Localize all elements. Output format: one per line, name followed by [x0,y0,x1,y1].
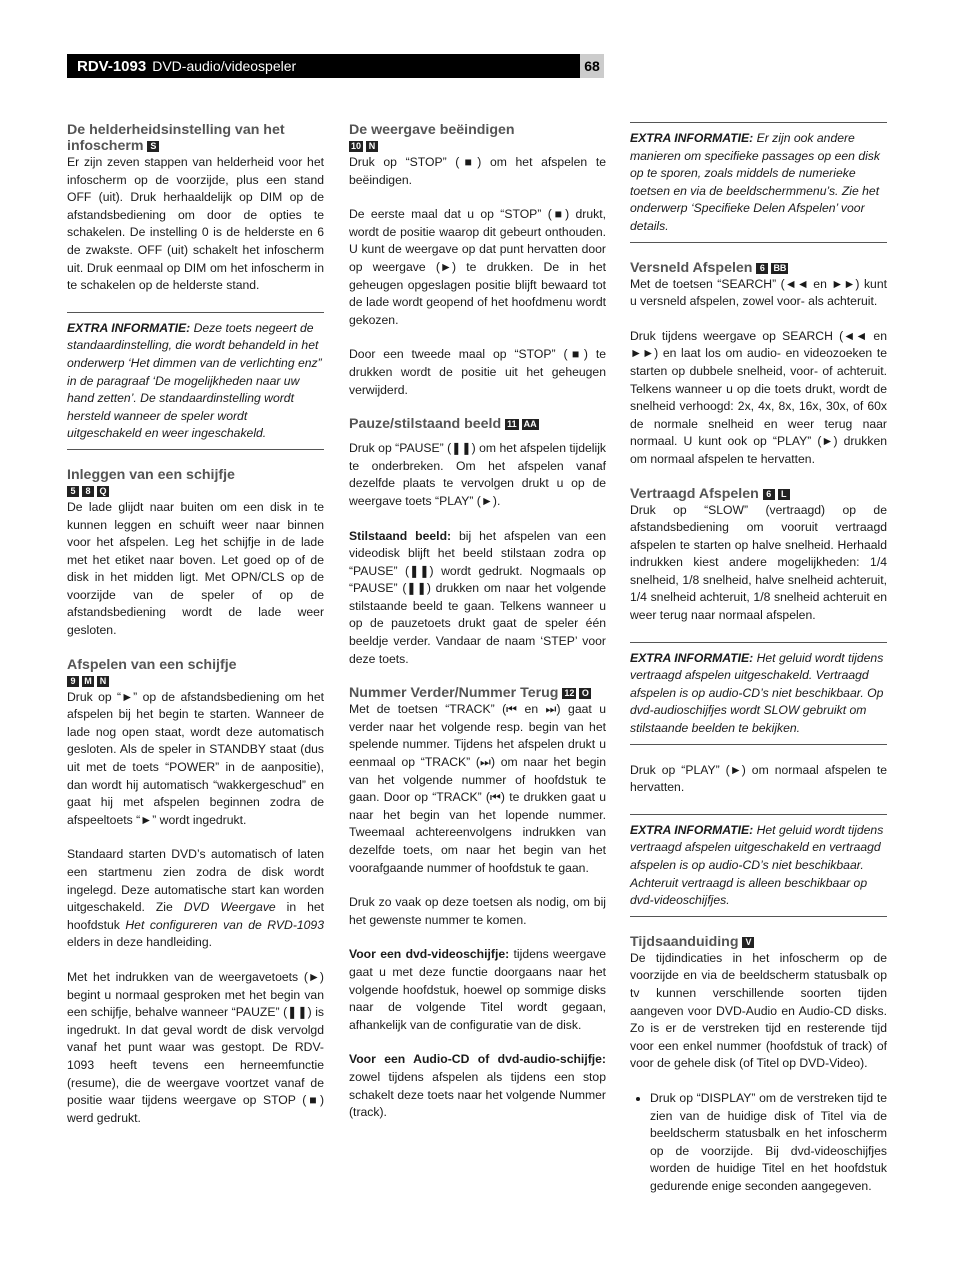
paragraph: Met de toetsen “TRACK” (⏮ en ⏭) gaat u verder naar het volgende resp. begin van het spelende nummer. Tijdens het afspelen drukt u eenmaal op “TRACK” (⏭) om naar het begin van het volgende nummer of hoofdstuk te gaan. Door op “TRACK” (⏮) te drukken gaat u naar het begin van het lopende nummer. Tweemaal achtereenvolgens indrukken van dezelfde toets, om naar het begin van het voorafgaande nummer of hoofdstuk te gaan. [349,702,606,875]
button-code-badge: AA [523,419,537,430]
button-badges [67,483,112,499]
button-code-badge: 6 [763,489,775,500]
page-number: 68 [580,54,604,78]
paragraph: Druk op “PLAY” (►) om normaal afspelen te hervatten. [630,762,887,795]
section-title: Versneld Afspelen 6 BB [630,260,887,276]
button-code-badge: 8 [82,486,94,497]
button-code-badge: 11 [507,419,517,430]
list-item: • Druk op “DISPLAY” om de verstreken tijd te zien van de huidige disk of Titel via de beeldscherm statusbalk en het infoscherm op de voorzijde. Bij dvd-videoschijfjes worden de huidige Titel en het hoofdstuk gedurende enige seconden aangegeven. [650,1090,887,1196]
paragraph: De eerste maal dat u op “STOP” (■) drukt, wordt de positie waarop dit gebeurt onthouden. U kunt de weergave op dat punt hervatten door op weergave (►) te drukken. De in het geheugen opgeslagen positie blijft bewaard tot de lade wordt geopend of het hoofdmenu wordt gekozen. [349,207,606,327]
button-badges [562,685,594,701]
button-code-badge: S [147,141,159,152]
paragraph: Druk op “SLOW” (vertraagd) op de afstandsbediening om vooruit vertraagd afspelen te starten op halve snelheid. Herhaald indrukken kiest andere mogelijkheden: 1/4 snelheid, 1/8 snelheid, halve snelheid achteruit, 1/4 snelheid achteruit, 1/8 snelheid achteruit en weer terug naar normaal afspelen. [630,502,887,623]
button-badges [147,138,162,154]
extra-info-note: EXTRA INFORMATIE: Deze toets negeert de standaardinstelling, die wordt behandeld in het onderwerp ‘Het dimmen van de verlichting enz” in de paragraaf ‘De mogelijkheden naar uw hand zetten’. De standaardinstelling wordt hersteld wanneer de speler wordt uitgeschakeld en weer ingeschakeld. [67,312,324,450]
paragraph: De lade glijdt naar buiten om een disk in te kunnen leggen en schuift weer naar binnen voor het afspelen. Leg het schijfje in de lade met het etiket naar boven. Let goed op of de disk in het midden ligt. Met OPN/CLS op de voorzijde van de speler of op de afstandsbediening wordt de lade weer gesloten. [67,499,324,638]
page-header [67,54,580,78]
button-code-badge: Q [97,486,109,497]
paragraph: Met het indrukken van de weergavetoets (►) begint u normaal gesproken met het begin van een schijfje, behalve wanneer “PAUZE” (❚❚) is ingedrukt. In dat geval wordt de disk vervolgd vanaf het punt waar was gestopt. De RDV-1093 heeft tevens een herneemfunctie (resume), die de weergave voortzet vanaf de positie waar tijdens weergave op STOP (■) werd gedrukt. [67,969,324,1125]
button-badges [349,138,381,154]
section-title: Vertraagd Afspelen 6 L [630,486,887,502]
paragraph: Druk op “PAUSE” (❚❚) om het afspelen tijdelijk te onderbreken. Om het afspelen vanaf dezelfde plaats te vervolgen drukt u op de weergave toets “PLAY” (►). [349,441,606,508]
button-code-badge: N [366,141,378,152]
column-3 [630,122,887,1196]
extra-info-note: EXTRA INFORMATIE: Er zijn ook andere manieren om specifieke passages op een disk op te sporen, zoals middels de numerieke toetsen en via de beeldschermmenu’s. Zie het onderwerp ‘Specifieke Delen Afspelen’ voor details. [630,122,887,243]
button-code-badge: O [579,688,591,699]
section-title: Inleggen van een schijfje 5 8 Q [67,467,324,499]
button-code-badge: N [97,676,109,687]
paragraph: Er zijn zeven stappen van helderheid voor het infoscherm op de voorzijde, plus een stand OFF (uit). Druk herhaaldelijk op DIM op de afstandsbediening om door de opties te schakelen. De instelling 0 is de helderste en 6 de zwakste. OFF (uit) schakelt het infoscherm uit. Druk eenmaal op DIM om het infoscherm in te schakelen op de helderste stand. [67,155,324,293]
button-code-badge: BB [773,262,787,273]
section-title: Nummer Verder/Nummer Terug 12 O [349,685,606,701]
button-code-badge: M [82,676,94,687]
button-code-badge: 9 [67,676,79,687]
paragraph: Met de toetsen “SEARCH” (◄◄ en ►►) kunt u versneld afspelen, zowel voor- als achteruit. [630,276,887,309]
bullet-list [630,1090,887,1196]
button-badges [742,934,757,950]
paragraph: Door een tweede maal op “STOP” (■) te drukken wordt de positie uit het geheugen verwijderd. [349,347,606,397]
column-1 [67,122,324,1127]
paragraph: Stilstaand beeld: bij het afspelen van een videodisk blijft het beeld stilstaan zodra op “PAUSE” (❚❚) wordt gedrukt. Nogmaals op “PAUSE” (❚❚) drukken om naar het volgende stilstaande beeld te gaan. Telkens wanneer u op de pauzetoets drukt gaat de speler één beeldje verder. Vandaar de naam ‘STEP’ voor deze toets. [349,528,606,666]
button-code-badge: 10 [351,141,362,151]
button-code-badge: L [778,489,790,500]
button-badges [763,486,793,502]
model-name: RDV-1093 [77,57,147,75]
extra-info-note: EXTRA INFORMATIE: Het geluid wordt tijdens vertraagd afspelen uitgeschakeld en vertraagd afspelen is op audio-CD’s niet beschikbaar. Achteruit vertraagd is alleen beschikbaar op dvd-videoschijfjes. [630,814,887,917]
paragraph: Druk zo vaak op deze toetsen als nodig, om bij het gewenste nummer te komen. [349,895,606,927]
paragraph: Voor een Audio-CD of dvd-audio-schijfje: zowel tijdens afspelen als tijdens een stop schakelt deze toets naar het volgende Nummer (track). [349,1052,606,1120]
product-description: DVD-audio/videospeler [152,58,297,74]
button-badges [756,260,791,276]
paragraph: Voor een dvd-videoschijfje: tijdens weergave gaat u met deze functie doorgaans naar het volgende hoofdstuk, hoewel op sommige disks naar de volgende Titel wordt gegaan, afhankelijk van de configuratie van de disk. [349,947,606,1032]
button-badges [67,673,112,689]
section-title: Afspelen van een schijfje 9 M N [67,657,324,689]
button-badges [505,416,542,432]
button-code-badge: V [742,937,754,948]
section-title: De weergave beëindigen 10 N [349,122,606,154]
paragraph: Druk op “►” op de afstandsbediening om het afspelen bij het begin te starten. Wanneer de lade nog open staat, wordt deze automatisch gesloten. Als de speler in STANDBY staat (dus uit met de toets “POWER” in de aanpositie), dan wordt hij automatisch “wakkergeschud” en gaat hij met afspelen beginnen zodra de afspeeltoets “►” wordt ingedrukt. [67,689,324,827]
paragraph: De tijdindicaties in het infoscherm op de voorzijde en via de beeldscherm statusbalk op tv kunnen verschillende soorten tijden aangeven voor DVD-Audio en Audio-CD disks. Zo is er de verstreken tijd en resterende tijd voor een enkel nummer (hoofdstuk of track) of voor de gehele disk (of Titel op DVD-Video). [630,950,887,1071]
section-title: De helderheidsinstelling van het infoscherm S [67,122,285,154]
section-title: Tijdsaanduiding V [630,934,887,950]
extra-info-note: EXTRA INFORMATIE: Het geluid wordt tijdens vertraagd afspelen uitgeschakeld. Vertraagd afspelen is op audio-CD’s niet beschikbaar. Op dvd-audioschijfjes wordt SLOW gebruikt om stilstaande beelden te bekijken. [630,642,887,745]
paragraph: Druk op “STOP” (■) om het afspelen te beëindigen. [349,155,606,187]
section-title: Pauze/stilstaand beeld 11 AA [349,416,606,432]
column-2 [349,122,606,1122]
paragraph: Druk tijdens weergave op SEARCH (◄◄ en ►►) en laat los om audio- en videozoeken te starten op dubbele snelheid, voor- of achteruit. Telkens wanneer u op die toets drukt, wordt de snelheid verhoogd: 2x, 4x, 8x, 16x, 30x, of 60x de normale snelheid en weer terug naar normaal. U kunt ook op “PLAY” (►) drukken om normaal afspelen te hervatten. [630,328,887,466]
button-code-badge: 6 [756,263,768,274]
paragraph: Standaard starten DVD’s automatisch of laten een startmenu zien zodra de disk wordt ingelegd. Deze automatische start kan worden uitgeschakeld. Zie DVD Weergave in het hoofdstuk Het configureren van de RVD-1093 elders in deze handleiding. [67,847,325,950]
button-code-badge: 12 [564,688,575,699]
button-code-badge: 5 [67,486,79,497]
